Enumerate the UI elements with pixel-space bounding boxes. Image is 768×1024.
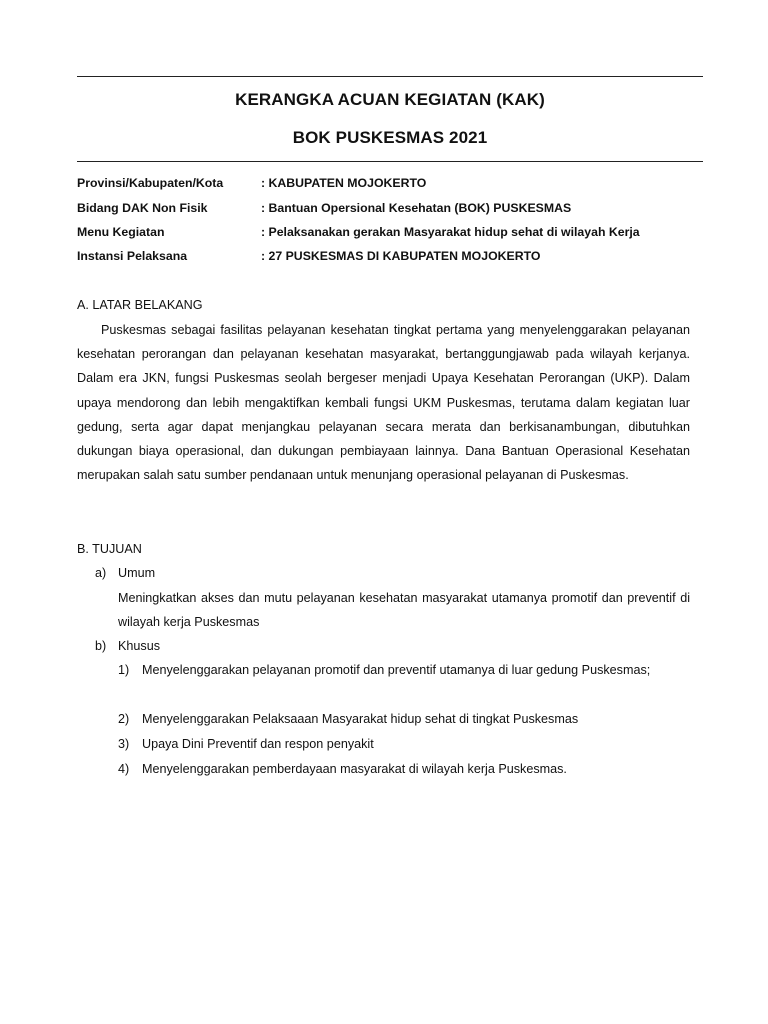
latar-belakang-paragraph: Puskesmas sebagai fasilitas pelayanan kesehatan tingkat pertama yang menyelenggarakan pelayanan kesehatan perorangan dan pelayanan kesehatan masyarakat, bertanggungjawab pada wilayah kerjanya. Dalam era JKN, fungsi Puskesmas seolah bergeser menjadi Upaya Kesehatan Perorangan (UKP). Dalam upaya mendorong dan lebih mengaktifkan kembali fungsi UKM Puskesmas, terutama dalam kegiatan luar gedung, serta agar dapat menjangkau pelayanan secara merata dan berkisanambungan, dibutuhkan dukungan biaya operasional, dan dukungan pembiayaan lainnya. Dana Bantuan Operasional Kesehatan merupakan salah satu sumber pendanaan untuk menunjang operasional pelayanan di Puskesmas. xyxy=(77,323,690,483)
info-row-menu xyxy=(77,225,703,245)
list-marker: 3) xyxy=(118,737,130,751)
info-key: Provinsi/Kabupaten/Kota xyxy=(77,176,224,190)
section-heading-tujuan: B. TUJUAN xyxy=(77,542,142,556)
khusus-item: Menyelenggarakan Pelaksaaan Masyarakat hidup sehat di tingkat Puskesmas xyxy=(142,712,579,726)
khusus-item: Menyelenggarakan pemberdayaan masyarakat di wilayah kerja Puskesmas. xyxy=(142,762,567,776)
section-heading-latar-belakang: A. LATAR BELAKANG xyxy=(77,298,203,312)
khusus-item: Upaya Dini Preventif dan respon penyakit xyxy=(142,737,374,751)
info-row-provinsi xyxy=(77,176,703,196)
info-value: : Bantuan Opersional Kesehatan (BOK) PUSKESMAS xyxy=(261,201,572,215)
umum-label: Umum xyxy=(118,566,156,580)
list-marker: a) xyxy=(95,566,107,580)
info-key: Menu Kegiatan xyxy=(77,225,165,239)
umum-text: Meningkatkan akses dan mutu pelayanan kesehatan masyarakat utamanya promotif dan preventif di wilayah kerja Puskesmas xyxy=(118,591,690,630)
info-value: : 27 PUSKESMAS DI KABUPATEN MOJOKERTO xyxy=(261,249,541,263)
top-rule xyxy=(77,76,703,77)
info-row-bidang xyxy=(77,201,703,221)
info-key: Bidang DAK Non Fisik xyxy=(77,201,208,215)
list-marker: b) xyxy=(95,639,107,653)
khusus-item: Menyelenggarakan pelayanan promotif dan preventif utamanya di luar gedung Puskesmas; xyxy=(142,663,651,677)
info-key: Instansi Pelaksana xyxy=(77,249,188,263)
info-value: : KABUPATEN MOJOKERTO xyxy=(261,176,427,190)
list-marker: 2) xyxy=(118,712,130,726)
info-value: : Pelaksanakan gerakan Masyarakat hidup sehat di wilayah Kerja xyxy=(261,225,640,239)
info-row-instansi xyxy=(77,249,703,269)
list-marker: 4) xyxy=(118,762,130,776)
document-subtitle: BOK PUSKESMAS 2021 xyxy=(292,128,488,147)
document-title: KERANGKA ACUAN KEGIATAN (KAK) xyxy=(235,90,545,109)
header-rule xyxy=(77,161,703,162)
list-marker: 1) xyxy=(118,663,130,677)
khusus-label: Khusus xyxy=(118,639,161,653)
